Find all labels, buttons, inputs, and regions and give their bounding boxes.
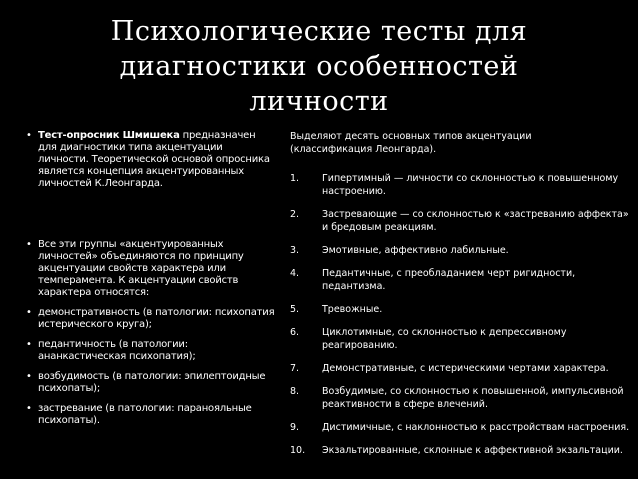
type-description: Гипертимный — личности со склонностью к повышенному настроению. <box>322 173 619 197</box>
type-number: 10. <box>290 445 306 456</box>
title-line-1: Психологические тесты для <box>110 16 528 47</box>
bullet-item-pedantry: • педантичность (в патологии: ананкастическая психопатия); <box>26 339 276 363</box>
slide-title <box>60 14 578 119</box>
bullet-list <box>26 130 276 427</box>
type-number: 9. <box>290 422 300 433</box>
type-row <box>290 385 630 411</box>
left-column <box>26 130 276 435</box>
type-description: Возбудимые, со склонностью к повышенной, импульсивной реактивности в сфере влечений. <box>322 386 624 410</box>
bullet-item-shmishek-test <box>26 130 276 190</box>
type-description: Дистимичные, с наклонностью к расстройствам настроения. <box>322 422 630 433</box>
type-description: Тревожные. <box>322 304 383 315</box>
type-description: Циклотимные, со склонностью к депрессивному реагированию. <box>322 327 567 351</box>
type-description: Демонстративные, с истерическими чертами характера. <box>322 363 609 374</box>
type-description: Эмотивные, аффективно лабильные. <box>322 245 509 256</box>
bullet-item-groups: • Все эти группы «акцентуированных личностей» объединяются по принципу акцентуации свойств характера или темперамента. К акцентуации свойств характера относятся: <box>26 239 276 299</box>
type-number: 3. <box>290 245 300 256</box>
type-row <box>290 326 630 352</box>
type-number: 7. <box>290 363 300 374</box>
bullet-item-stuck: • застревание (в патологии: паранояльные психопаты). <box>26 403 276 427</box>
title-line-2: диагностики особенностей <box>119 51 519 82</box>
type-number: 8. <box>290 386 300 397</box>
type-number: 6. <box>290 327 300 338</box>
bullet-item-demonstrativeness: • демонстративность (в патологии: психопатия истерического круга); <box>26 307 276 331</box>
title-line-3: личности <box>249 86 389 117</box>
type-number: 2. <box>290 209 300 220</box>
type-row <box>290 421 630 434</box>
type-row <box>290 362 630 375</box>
type-number: 1. <box>290 173 300 184</box>
type-row <box>290 208 630 234</box>
test-description: предназначен для диагностики типа акцентуации личности. Теоретической основой опросника является концепция акцентуированных личностей К.Леонгарда. <box>38 130 270 189</box>
bullet-item-excitability: • возбудимость (в патологии: эпилептоидные психопаты); <box>26 371 276 395</box>
right-column <box>290 130 630 467</box>
type-row <box>290 172 630 198</box>
test-name: Тест-опросник Шмишека <box>38 130 180 141</box>
type-description: Экзальтированные, склонные к аффективной экзальтации. <box>322 445 623 456</box>
type-number: 4. <box>290 268 300 279</box>
type-row <box>290 267 630 293</box>
type-row <box>290 444 630 457</box>
type-number: 5. <box>290 304 300 315</box>
types-intro: Выделяют десять основных типов акцентуации (классификация Леонгарда). <box>290 131 532 155</box>
type-row <box>290 303 630 316</box>
type-description: Застревающие — со склонностью к «застреванию аффекта» и бредовым реакциям. <box>322 209 629 233</box>
types-table <box>290 172 630 457</box>
type-row <box>290 244 630 257</box>
type-description: Педантичные, с преобладанием черт ригидности, педантизма. <box>322 268 576 292</box>
